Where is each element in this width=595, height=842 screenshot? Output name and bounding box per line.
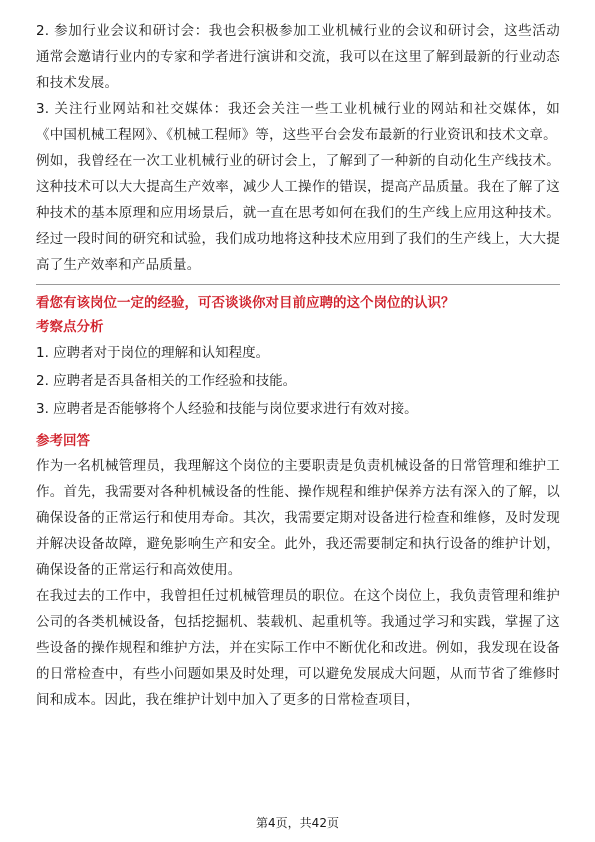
page-number: 第4页，共42页	[256, 816, 339, 830]
answer-title: 参考回答	[36, 433, 90, 449]
example-paragraph: 例如，我曾经在一次工业机械行业的研讨会上，了解到了一种新的自动化生产线技术。这种技术可以大大提高生产效率，减少人工操作的错误，提高产品质量。我在了解了这种技术的基本原理和应用场景后，就一直在思考如何在我们的生产线上应用这种技术。经过一段时间的研究和试验，我们成功地将这种技术应用到了我们的生产线上，大大提高了生产效率和产品质量。	[36, 153, 560, 273]
analysis-item: 1. 应聘者对于岗位的理解和认知程度。	[36, 345, 270, 361]
document-page	[36, 18, 560, 713]
list-item-websites: 3. 关注行业网站和社交媒体：我还会关注一些工业机械行业的网站和社交媒体，如《中国机械工程网》、《机械工程师》等，这些平台会发布最新的行业资讯和技术文章。	[36, 101, 560, 143]
analysis-item: 2. 应聘者是否具备相关的工作经验和技能。	[36, 373, 297, 389]
interview-question: 看您有该岗位一定的经验，可否谈谈你对目前应聘的这个岗位的认识？	[36, 295, 455, 311]
analysis-item: 3. 应聘者是否能够将个人经验和技能与岗位要求进行有效对接。	[36, 401, 418, 417]
analysis-title: 考察点分析	[36, 319, 104, 335]
section-divider	[36, 284, 560, 285]
answer-paragraph: 作为一名机械管理员，我理解这个岗位的主要职责是负责机械设备的日常管理和维护工作。首先，我需要对各种机械设备的性能、操作规程和维护保养方法有深入的了解，以确保设备的正常运行和使用寿命。其次，我需要定期对设备进行检查和维修，及时发现并解决设备故障，避免影响生产和安全。此外，我还需要制定和执行设备的维护计划，确保设备的正常运行和高效使用。	[36, 458, 560, 578]
list-item-conferences: 2. 参加行业会议和研讨会：我也会积极参加工业机械行业的会议和研讨会，这些活动通常会邀请行业内的专家和学者进行演讲和交流，我可以在这里了解到最新的行业动态和技术发展。	[36, 23, 560, 91]
answer-paragraph: 在我过去的工作中，我曾担任过机械管理员的职位。在这个岗位上，我负责管理和维护公司的各类机械设备，包括挖掘机、装载机、起重机等。我通过学习和实践，掌握了这些设备的操作规程和维护方法，并在实际工作中不断优化和改进。例如，我发现在设备的日常检查中，有些小问题如果及时处理，可以避免发展成大问题，从而节省了维修时间和成本。因此，我在维护计划中加入了更多的日常检查项目，	[36, 588, 560, 708]
